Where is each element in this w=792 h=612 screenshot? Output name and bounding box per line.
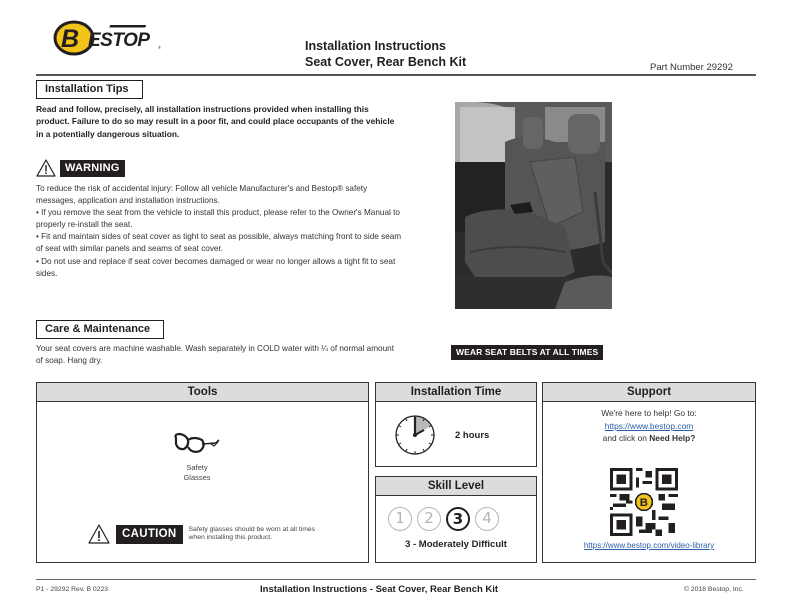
safety-glasses-icon bbox=[172, 432, 222, 458]
care-maintenance-heading: Care & Maintenance bbox=[36, 320, 164, 339]
need-help-text: Need Help? bbox=[649, 433, 696, 443]
warning-header bbox=[36, 159, 125, 177]
tools-title: Tools bbox=[37, 383, 368, 402]
skill-level-3-active: 3 bbox=[446, 507, 470, 531]
warning-triangle-icon bbox=[36, 159, 56, 177]
footer-document-code: P1 - 29292 Rev. B 0223 bbox=[36, 586, 109, 593]
part-number: Part Number 29292 bbox=[650, 62, 733, 73]
svg-text:B: B bbox=[61, 25, 80, 53]
support-text bbox=[542, 407, 756, 445]
skill-level-scale bbox=[388, 507, 499, 531]
skill-level-4: 4 bbox=[475, 507, 499, 531]
qr-code[interactable] bbox=[610, 468, 678, 536]
warning-intro: To reduce the risk of accidental injury: Follow all vehicle Manufacturer's and Bestop® safety messages, application and installation instructions. bbox=[36, 184, 368, 206]
caution-text: Safety glasses should be worn at all times when installing this product. bbox=[188, 525, 316, 541]
title-line-1: Installation Instructions bbox=[305, 39, 446, 53]
title-line-2: Seat Cover, Rear Bench Kit bbox=[305, 55, 467, 69]
seat-photo bbox=[455, 102, 612, 309]
footer-title: Installation Instructions - Seat Cover, Rear Bench Kit bbox=[260, 584, 499, 595]
installation-time-value: 2 hours bbox=[455, 430, 490, 441]
care-maintenance-text: Your seat covers are machine washable. Wash separately in COLD water with ¼ of normal amount of soap. Hang dry. bbox=[36, 344, 394, 366]
svg-text:®: ® bbox=[158, 45, 161, 50]
installation-tips-text: Read and follow, precisely, all installation instructions provided when installing this product. Failure to do so may result in a poor fit, and could place occupants of the vehicle in a potentially dangerous situation. bbox=[36, 104, 395, 139]
support-line bbox=[542, 432, 756, 445]
clock-icon bbox=[392, 412, 438, 458]
tool-label-safety-glasses bbox=[160, 463, 234, 482]
bestop-website-link[interactable]: https://www.bestop.com bbox=[604, 420, 694, 431]
footer-copyright: © 2018 Bestop, Inc. bbox=[684, 586, 744, 593]
svg-text:B: B bbox=[639, 497, 648, 510]
bestop-logo bbox=[52, 20, 170, 56]
caution-notice bbox=[88, 524, 329, 544]
document-title bbox=[305, 38, 466, 70]
warning-bullet: • Do not use and replace if seat cover becomes damaged or wear no longer allows a tight fit to seat sides. bbox=[36, 256, 396, 278]
footer-divider bbox=[36, 579, 756, 580]
skill-level-title: Skill Level bbox=[376, 477, 536, 496]
svg-text:ESTOP: ESTOP bbox=[88, 30, 150, 51]
wear-seatbelts-badge: WEAR SEAT BELTS AT ALL TIMES bbox=[451, 345, 603, 360]
support-line-prefix: and click on bbox=[602, 433, 650, 443]
warning-bullet: • If you remove the seat from the vehicle to install this product, please refer to the Owner's Manual to properly re-install the seat. bbox=[36, 208, 400, 230]
skill-level-1: 1 bbox=[388, 507, 412, 531]
tool-label-line: Safety bbox=[186, 463, 208, 472]
warning-text bbox=[36, 183, 406, 280]
tool-label-line: Glasses bbox=[183, 472, 211, 482]
warning-bullet: • Fit and maintain sides of seat cover as tight to seat as possible, always matching front to side seam of seat with similar panels and seams of seat cover. bbox=[36, 232, 402, 254]
header-divider bbox=[36, 74, 756, 76]
caution-badge: CAUTION bbox=[116, 525, 183, 544]
warning-badge: WARNING bbox=[60, 160, 125, 177]
support-title: Support bbox=[543, 383, 755, 402]
installation-tips-heading: Installation Tips bbox=[36, 80, 143, 99]
caution-triangle-icon bbox=[88, 524, 110, 544]
installation-time-title: Installation Time bbox=[376, 383, 536, 402]
video-library-link[interactable]: https://www.bestop.com/video-library bbox=[583, 541, 715, 550]
skill-level-2: 2 bbox=[417, 507, 441, 531]
skill-level-description: 3 - Moderately Difficult bbox=[405, 539, 507, 550]
support-line: We're here to help! Go to: bbox=[601, 408, 697, 418]
